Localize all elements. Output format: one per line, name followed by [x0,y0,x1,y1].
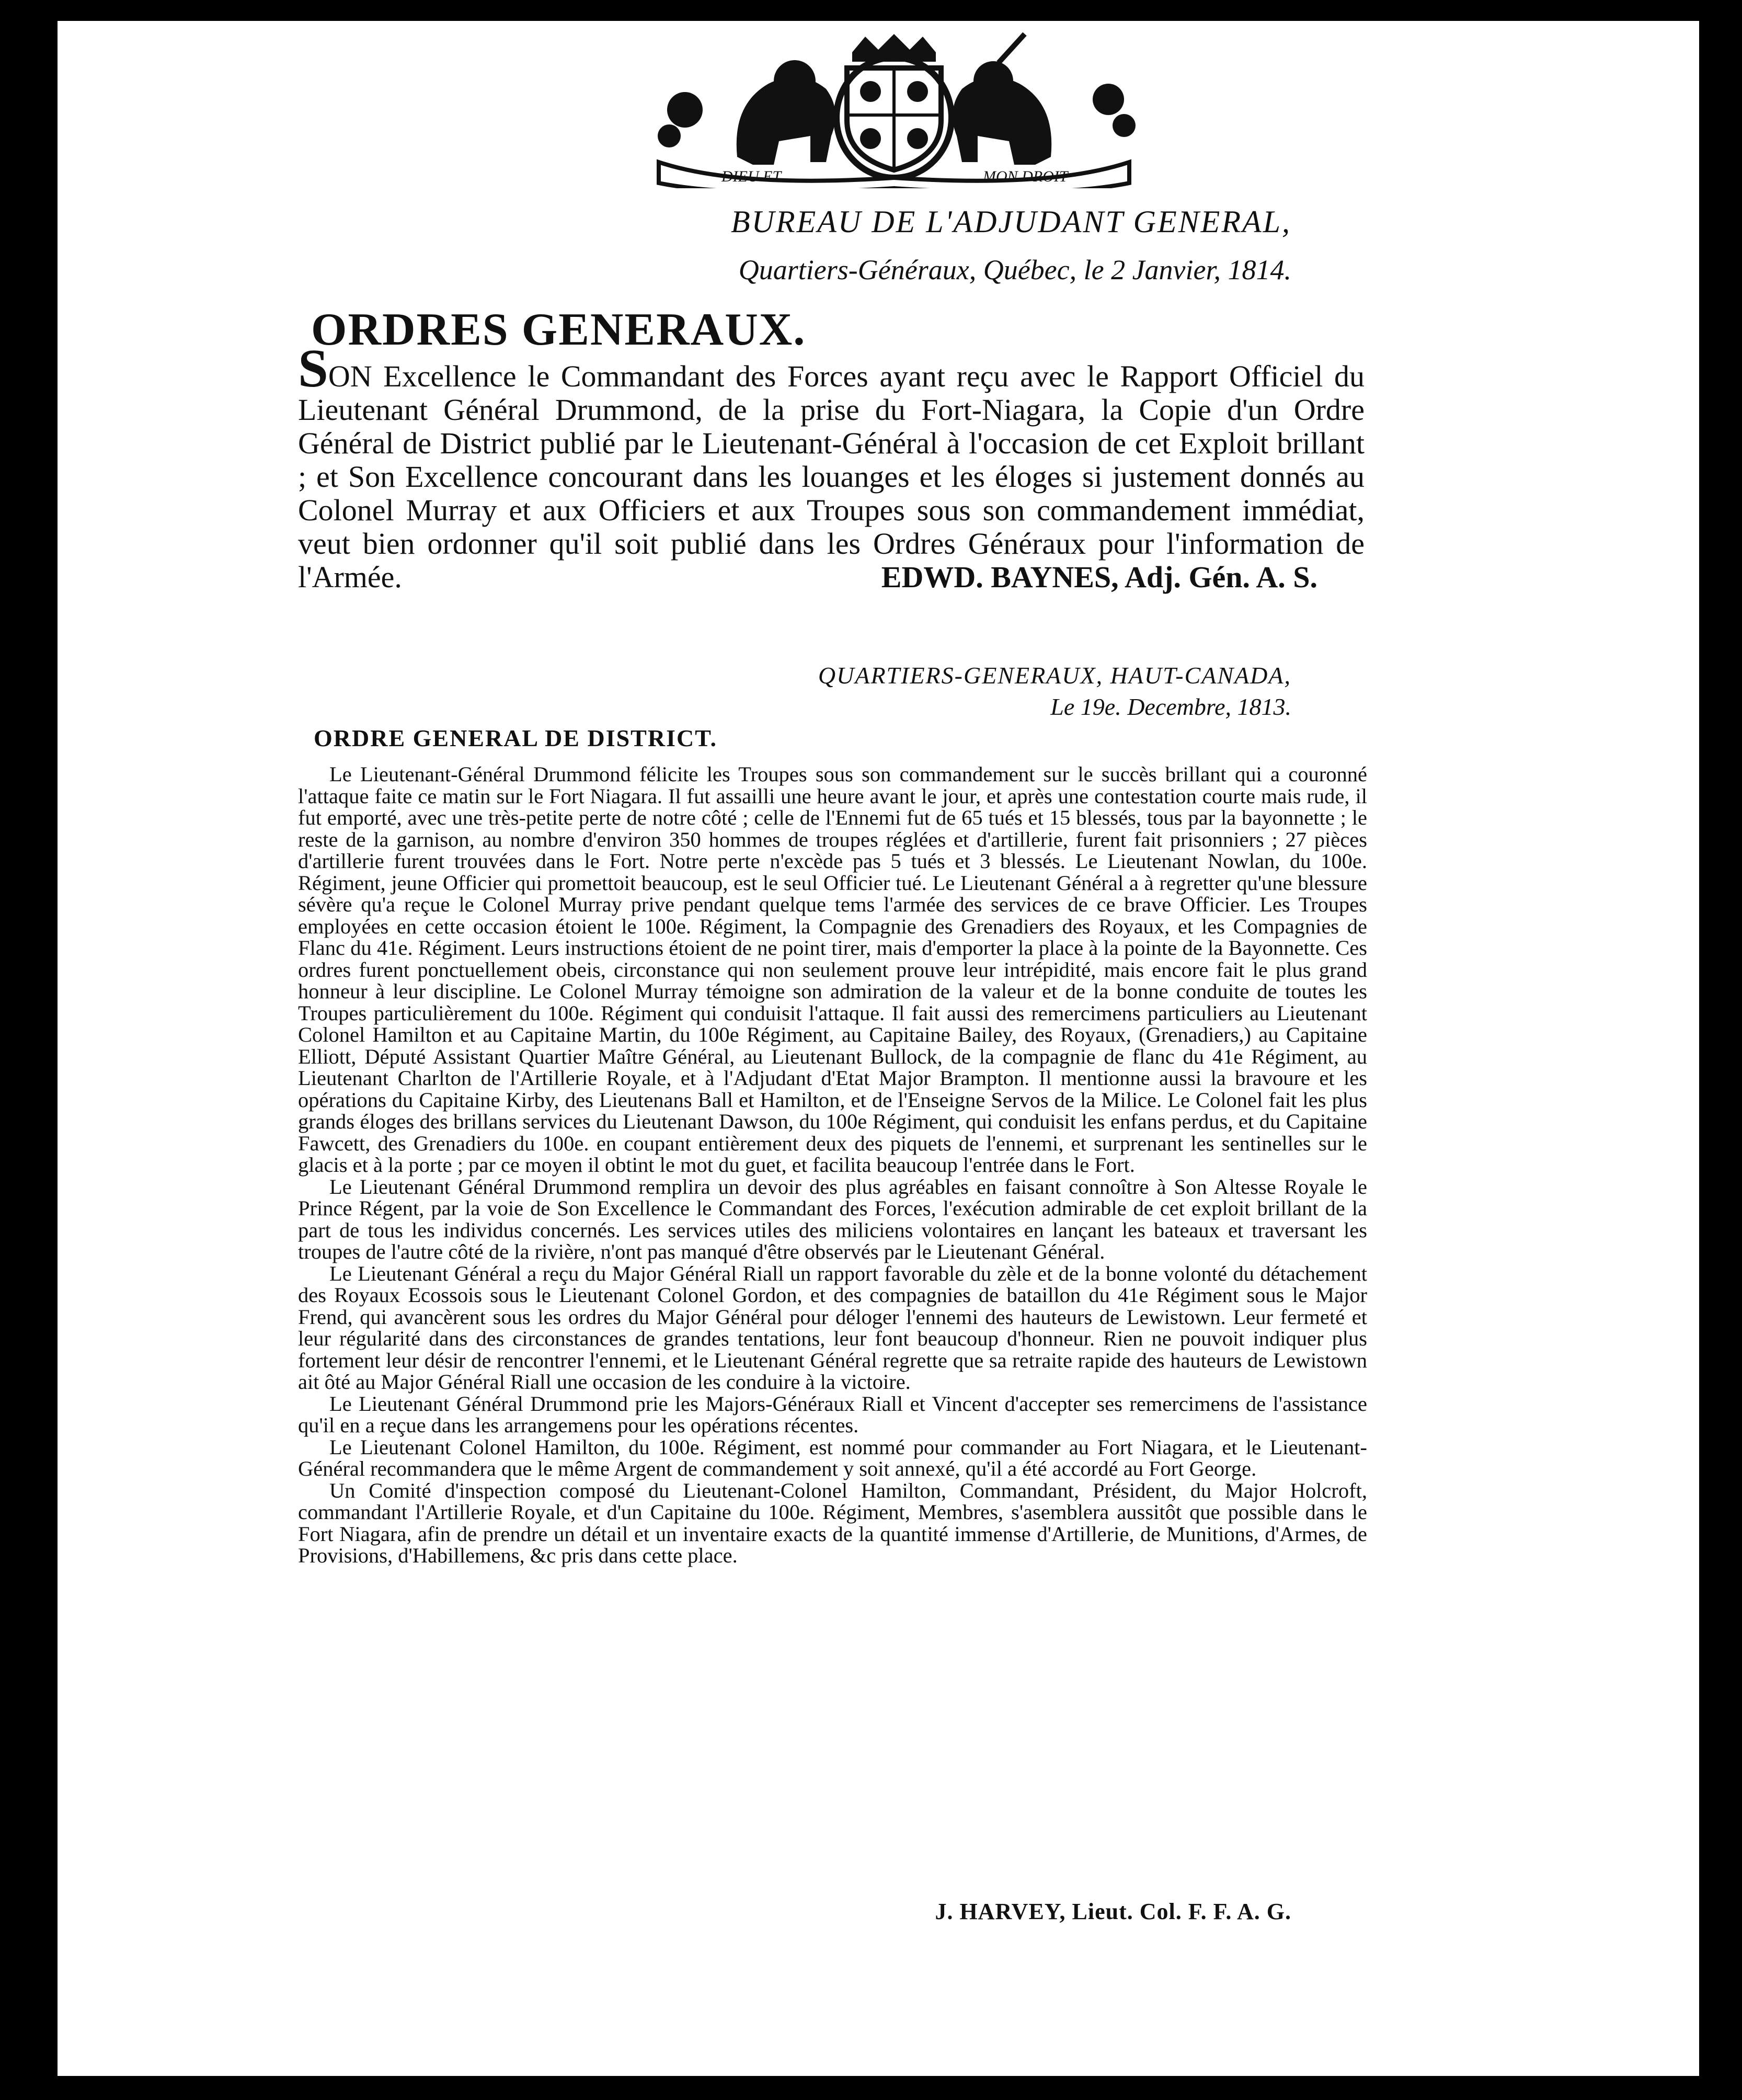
paragraph: Un Comité d'inspection composé du Lieutenant-Colonel Hamilton, Commandant, Président, du Major Holcroft, commandant l'Artillerie Royale, et d'un Capitaine du 100e. Régiment, Membres, s'asemblera aussitôt que possible dans le Fort Niagara, afin de prendre un détail et un inventaire exacts de la quantité immense d'Artillerie, de Munitions, d'Armes, de Provisions, d'Habillemens, &c pris dans cette place. [298,1478,1367,1567]
motto-left: DIEU ET [721,168,782,185]
paragraph: Le Lieutenant Général Drummond remplira un devoir des plus agréables en faisant connoître à Son Altesse Royale le Prince Régent, par la voie de Son Excellence le Commandant des Forces, l'exécution admirable de cet exploit brillant de la part de tous les individus concernés. Les services utiles des miliciens volontaires en lançant les bateaux et traversant les troupes de l'autre côté de la rivière, n'ont pas manqué d'être observés par le Lieutenant Général. [298,1174,1367,1263]
dateline: Quartiers-Généraux, Québec, le 2 Janvier, 1814. [738,254,1291,286]
paragraph: Le Lieutenant Colonel Hamilton, du 100e. Régiment, est nommé pour commander au Fort Niagara, et le Lieutenant-Général recommandera que le même Argent de commandement y soit annexé, qu'il a été accordé au Fort George. [298,1435,1367,1480]
closing-signature: J. HARVEY, Lieut. Col. F. F. A. G. [935,1899,1291,1924]
district-title: ORDRE GENERAL DE DISTRICT. [314,725,717,751]
motto-right: MON DROIT [983,168,1068,185]
district-location: QUARTIERS-GENERAUX, HAUT-CANADA, [818,662,1291,689]
bureau-heading: BUREAU DE L'ADJUDANT GENERAL, [731,204,1291,239]
paragraph: Le Lieutenant Général a reçu du Major Général Riall un rapport favorable du zèle et de la bonne volonté du détachement des Royaux Ecossois sous le Lieutenant Colonel Gordon, et des compagnies de bataillon du 41e Régiment sous le Major Frend, qui avancèrent sous les ordres du Major Général pour déloger l'ennemi des hauteurs de Lewistown. Leur fermeté et leur régularité dans des circonstances de grandes tentations, leur font beaucoup d'honneur. Rien ne pouvoit indiquer plus fortement leur désir de rencontrer l'ennemi, et le Lieutenant Général regrette que sa retraite rapide des hauteurs de Lewistown ait ôté au Major Général Riall une occasion de les conduire à la victoire. [298,1261,1367,1394]
intro-paragraph [298,338,1365,594]
coat-of-arms-icon [580,31,1208,188]
royal-coat-of-arms [580,31,1208,188]
district-order-body [298,763,1367,1567]
document-page [58,21,1699,2076]
intro-text: ON Excellence le Commandant des Forces ayant reçu avec le Rapport Officiel du Lieutenant Général Drummond, de la prise du Fort-Niagara, la Copie d'un Ordre Général de District publié par le Lieutenant-Général à l'occasion de cet Exploit brillant ; et Son Excellence concourant dans les louanges et les éloges si justement donnés au Colonel Murray et aux Officiers et aux Troupes sous son commandement immédiat, veut bien ordonner qu'il soit publié dans les Ordres Généraux pour l'information de l'Armée. [298,359,1365,594]
drop-cap: S [298,338,328,398]
page-title: ORDRES GENERAUX. [311,304,806,355]
intro-signature: EDWD. BAYNES, Adj. Gén. A. S. [881,560,1317,594]
district-date: Le 19e. Decembre, 1813. [1050,693,1291,720]
paragraph: Le Lieutenant-Général Drummond félicite les Troupes sous son commandement sur le succès brillant qui a couronné l'attaque faite ce matin sur le Fort Niagara. Il fut assailli une heure avant le jour, et après une contestation courte mais rude, il fut emporté, avec une très-petite perte de notre côté ; celle de l'Ennemi fut de 65 tués et 15 blessés, tous par la bayonnette ; le reste de la garnison, au nombre d'environ 350 hommes de troupes réglées et d'artillerie, furent fait prisonniers ; 27 pièces d'artillerie furent trouvées dans le Fort. Notre perte n'excède pas 5 tués et 3 blessés. Le Lieutenant Nowlan, du 100e. Régiment, jeune Officier qui promettoit beaucoup, est le seul Officier tué. Le Lieutenant Général a à regretter qu'une blessure sévère qu'a reçue le Colonel Murray prive pendant quelque tems l'armée des services de ce brave Officier. Les Troupes employées en cette occasion étoient le 100e. Régiment, la Compagnie des Grenadiers des Royaux, et les Compagnies de Flanc du 41e. Régiment. Leurs instructions étoient de ne point tirer, mais d'emporter la place à la pointe de la Bayonnette. Ces ordres furent ponctuellement obeis, circonstance qui non seulement prouve leur intrépidité, mais encore fait le plus grand honneur à leur discipline. Le Colonel Murray témoigne son admiration de la valeur et de la bonne conduite de toutes les Troupes particulièrement du 100e. Régiment qui conduisit l'attaque. Il fait aussi des remercimens particuliers au Lieutenant Colonel Hamilton et au Capitaine Martin, du 100e Régiment, au Capitaine Bailey, des Royaux, (Grenadiers,) au Capitaine Elliott, Député Assistant Quartier Maître Général, au Lieutenant Bullock, de la compagnie de flanc du 41e Régiment, au Lieutenant Charlton de l'Artillerie Royale, et à l'Adjudant d'Etat Major Brampton. Il mentionne aussi la bravoure et les opérations du Capitaine Kirby, des Lieutenans Ball et Hamilton, et de l'Enseigne Servos de la Milice. Le Colonel fait les plus grands éloges des brillans services du Lieutenant Dawson, du 100e Régiment, qui conduisit les enfans perdus, et du Capitaine Fawcett, des Grenadiers du 100e. en coupant entièrement deux des piquets de l'ennemi, et surprenant les sentinelles sur le glacis et à la porte ; par ce moyen il obtint le mot du guet, et facilita beaucoup l'entrée dans le Fort. [298,762,1367,1177]
paragraph: Le Lieutenant Général Drummond prie les Majors-Généraux Riall et Vincent d'accepter ses remercimens de l'assistance qu'il en a reçue dans les arrangemens pour les opérations récentes. [298,1391,1367,1437]
